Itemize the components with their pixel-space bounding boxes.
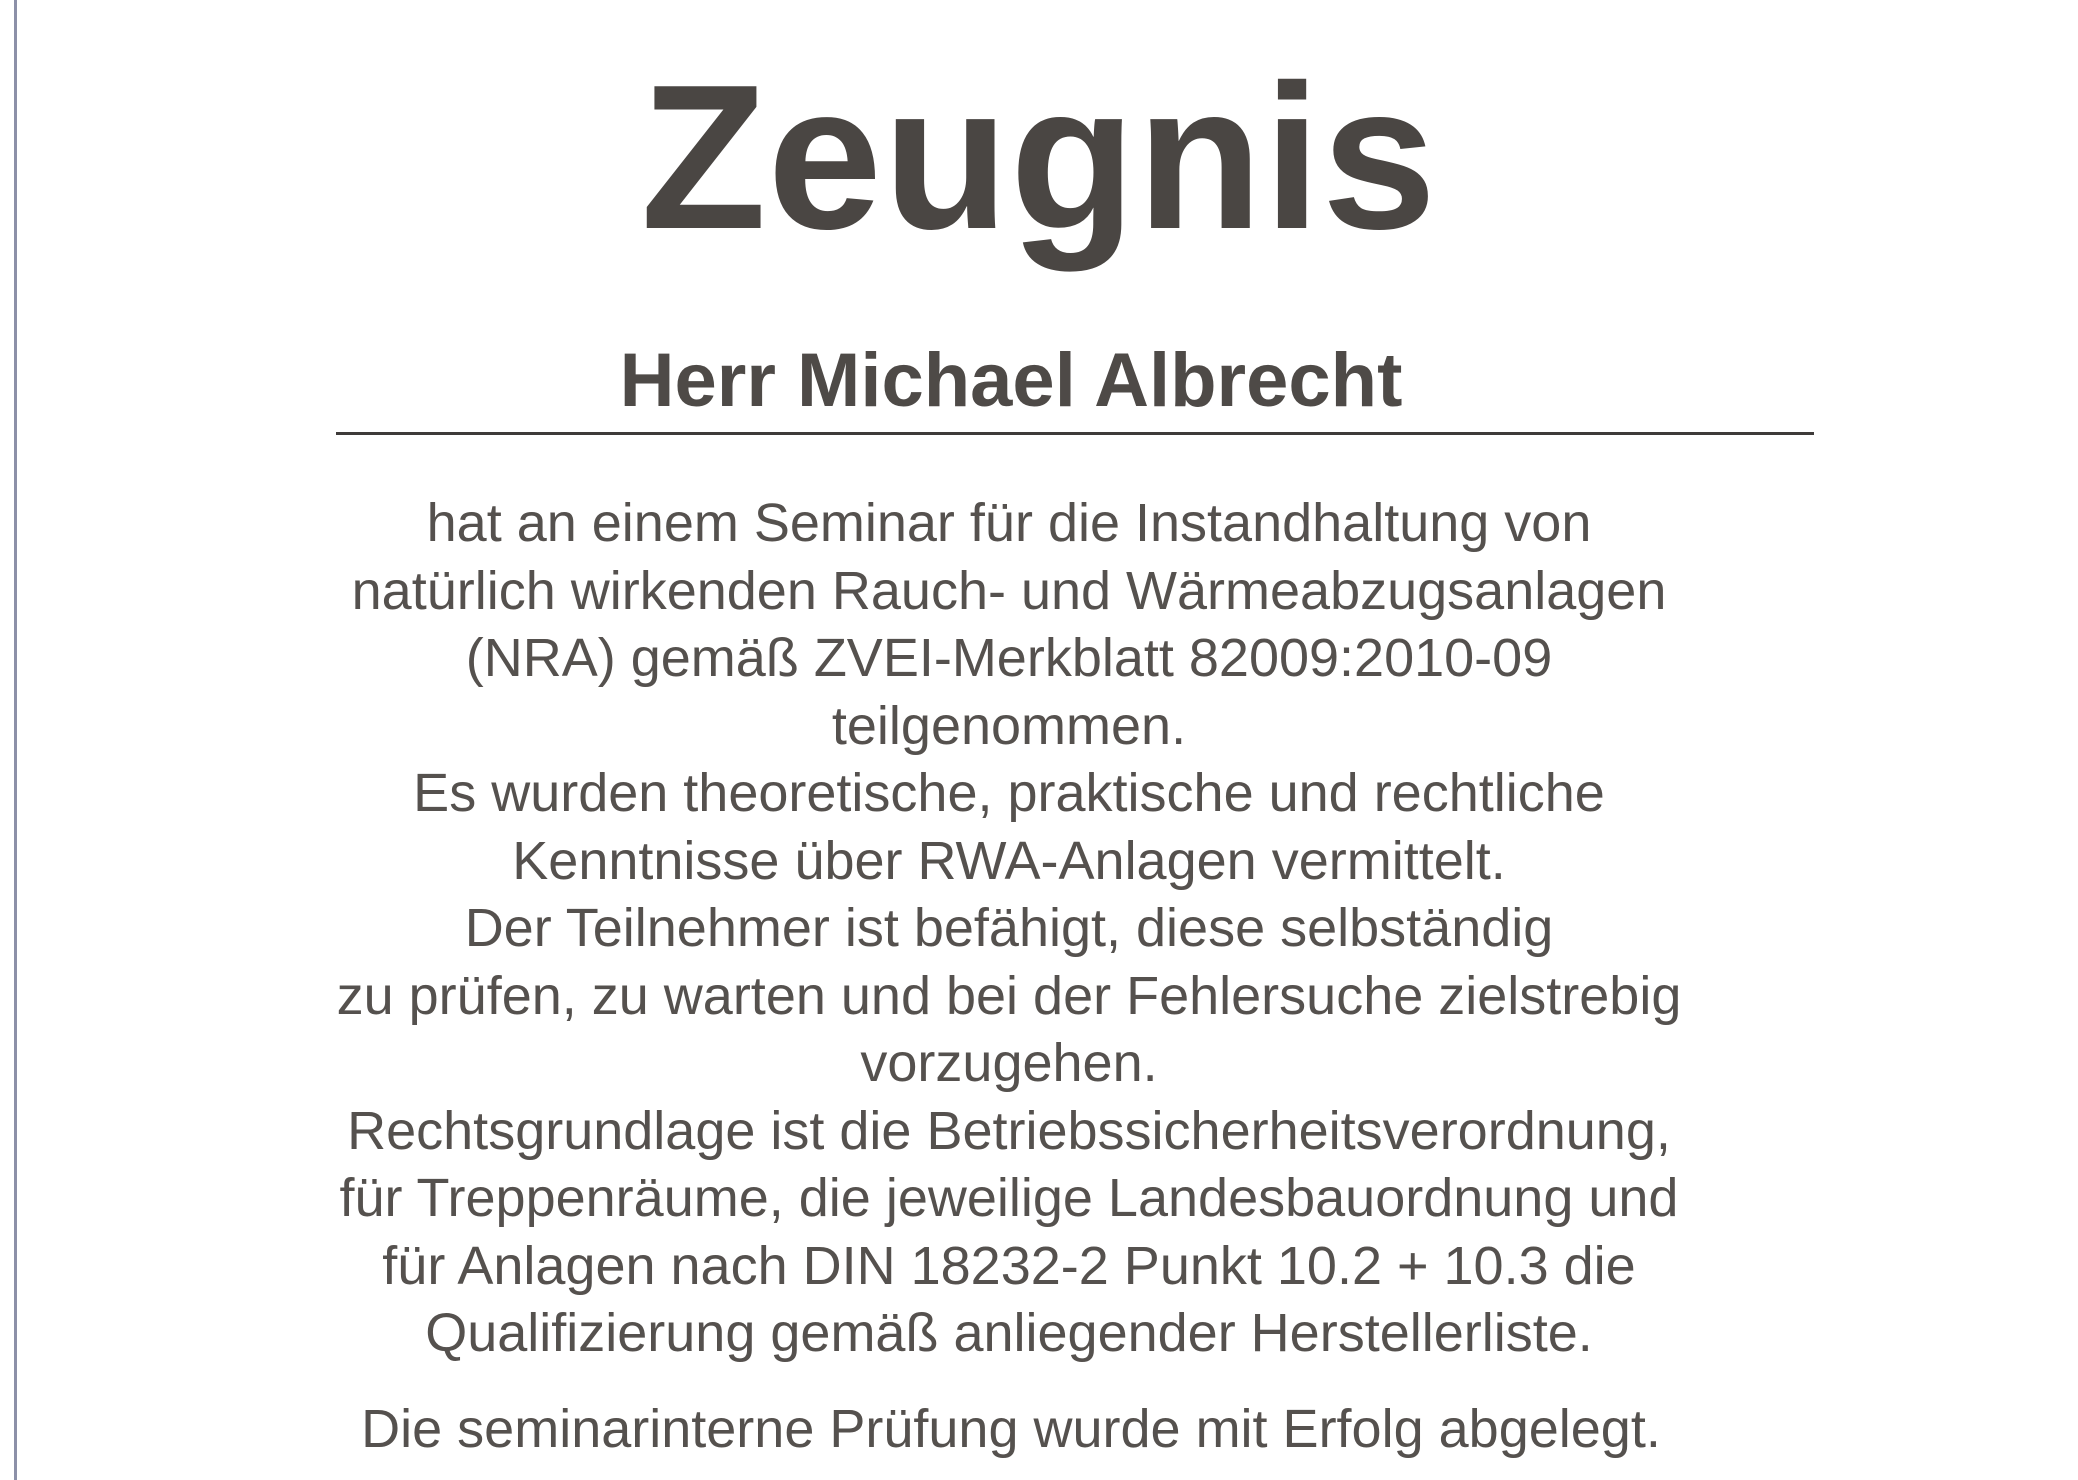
body-line: natürlich wirkenden Rauch- und Wärmeabzugsanlagen [351, 560, 1667, 621]
body-line: Der Teilnehmer ist befähigt, diese selbständig [464, 898, 1554, 958]
body-line: für Anlagen nach DIN 18232-2 Punkt 10.2 + 10.3 die [382, 1235, 1636, 1296]
certificate-body [0, 490, 2048, 1368]
title-divider [336, 432, 1814, 435]
body-line: Es wurden theoretische, praktische und rechtliche [413, 763, 1605, 823]
body-line: teilgenommen. [831, 695, 1187, 756]
closing-statement: Die seminarinterne Prüfung wurde mit Erfolg abgelegt. [361, 1399, 1661, 1459]
body-line: für Treppenräume, die jeweilige Landesbauordnung und [339, 1168, 1679, 1228]
body-line: Kenntnisse über RWA-Anlagen vermittelt. [512, 830, 1506, 891]
document-title: Zeugnis [640, 42, 1438, 272]
body-line: (NRA) gemäß ZVEI-Merkblatt 82009:2010-09 [465, 628, 1553, 688]
body-line: vorzugehen. [860, 1033, 1158, 1093]
body-line: hat an einem Seminar für die Instandhaltung von [426, 493, 1592, 553]
recipient-name: Herr Michael Albrecht [619, 338, 1403, 423]
body-line: Rechtsgrundlage ist die Betriebssicherheitsverordnung, [347, 1100, 1671, 1161]
body-line: Qualifizierung gemäß anliegender Herstellerliste. [425, 1303, 1593, 1363]
body-line: zu prüfen, zu warten und bei der Fehlersuche zielstrebig [336, 965, 1682, 1026]
